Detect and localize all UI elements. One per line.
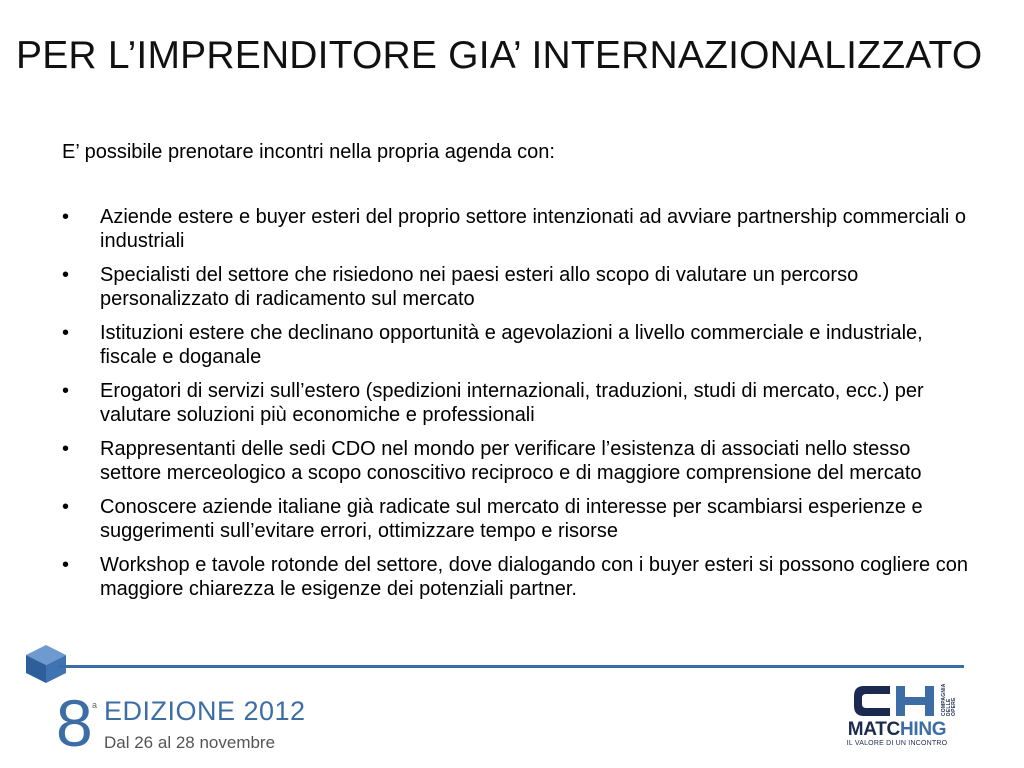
logo-word-blue: HING <box>899 719 947 740</box>
intro-text: E’ possibile prenotare incontri nella propria agenda con: <box>62 141 555 163</box>
bullet-list <box>62 205 972 611</box>
bullet-item: • Rappresentanti delle sedi CDO nel mondo per verificare l’esistenza di associati nello stesso settore merceologico a scopo conoscitivo reciproco e di maggiore comprensione del mercato <box>62 437 972 485</box>
bullet-item: • Erogatori di servizi sull’estero (spedizioni internazionali, traduzioni, studi di mercato, ecc.) per valutare soluzioni più economiche e professionali <box>62 379 972 427</box>
bullet-item: • Conoscere aziende italiane già radicate sul mercato di interesse per scambiarsi esperienze e suggerimenti sull’evitare errori, ottimizzare tempo e risorse <box>62 495 972 543</box>
bullet-item: • Specialisti del settore che risiedono nei paesi esteri allo scopo di valutare un percorso personalizzato di radicamento sul mercato <box>62 263 972 311</box>
matching-logo <box>830 680 964 750</box>
footer-divider <box>58 665 964 668</box>
logo-wordmark <box>830 720 964 740</box>
bullet-item: • Workshop e tavole rotonde del settore, dove dialogando con i buyer esteri si possono cogliere con maggiore chiarezza le esigenze dei potenziali partner. <box>62 553 972 601</box>
bullet-item: • Istituzioni estere che declinano opportunità e agevolazioni a livello commerciale e industriale, fiscale e doganale <box>62 321 972 369</box>
bullet-item: • Aziende estere e buyer esteri del proprio settore intenzionati ad avviare partnership commerciali o industriali <box>62 205 972 253</box>
edition-label: EDIZIONE 2012 <box>104 696 306 726</box>
logo-word-dark: MATC <box>847 719 900 740</box>
edition-superscript: a <box>92 700 98 710</box>
edition-dates: Dal 26 al 28 novembre <box>104 733 276 752</box>
slide-title: PER L’IMPRENDITORE GIA’ INTERNAZIONALIZZATO <box>16 34 983 77</box>
cdo-logo-mark-icon <box>850 682 940 720</box>
logo-vertical-text: COMPAGNIA DELLE OPERE <box>941 683 957 716</box>
cube-icon <box>24 643 68 685</box>
edition-number: 8 <box>56 686 93 760</box>
logo-tagline: IL VALORE DI UN INCONTRO <box>846 740 948 747</box>
